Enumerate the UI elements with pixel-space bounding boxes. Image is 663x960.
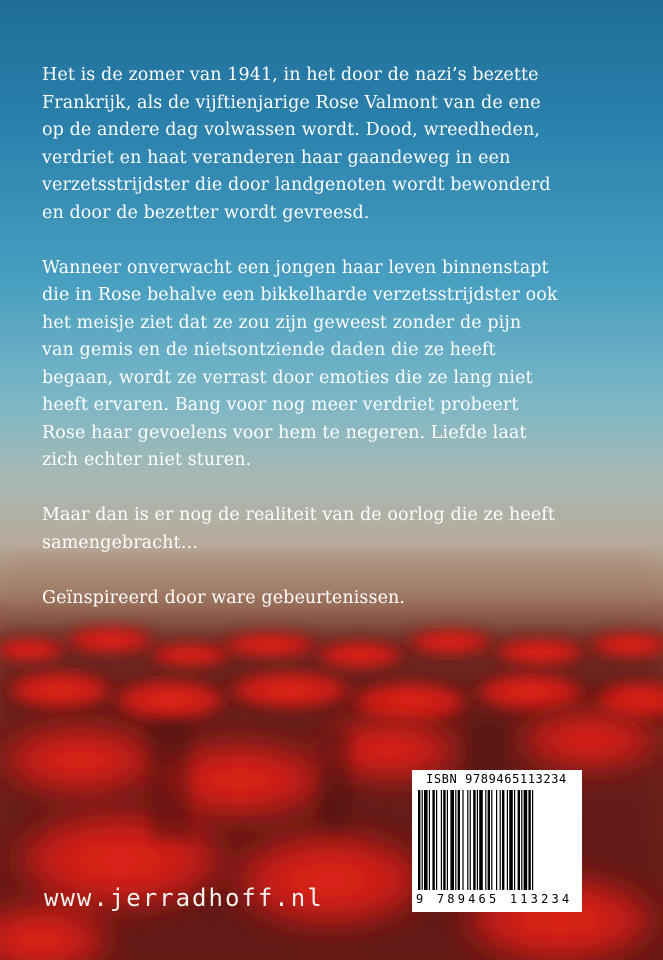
barcode-bar bbox=[521, 790, 522, 890]
barcode-bar bbox=[485, 790, 486, 890]
barcode-bar bbox=[436, 790, 437, 890]
barcode-bar bbox=[532, 790, 533, 890]
barcode-bar bbox=[514, 790, 515, 890]
barcode-bar bbox=[528, 790, 530, 890]
barcode-bar bbox=[432, 790, 434, 890]
blurb-paragraph-4: Geïnspireerd door ware gebeurtenissen. bbox=[42, 587, 406, 608]
barcode-bar bbox=[491, 790, 492, 890]
barcode-bar bbox=[462, 790, 463, 890]
barcode-bar bbox=[507, 790, 508, 890]
barcode-bar bbox=[500, 790, 501, 890]
isbn-barcode bbox=[412, 770, 582, 912]
blurb-paragraph-3: Maar dan is er nog de realiteit van de oorlog die ze heeft samengebracht… bbox=[42, 505, 555, 553]
barcode-bar bbox=[524, 790, 528, 890]
barcode-bar bbox=[477, 790, 478, 890]
blurb-text bbox=[42, 62, 642, 640]
barcode-bar bbox=[418, 790, 420, 890]
barcode-bar bbox=[450, 790, 454, 890]
barcode-bar bbox=[441, 790, 442, 890]
isbn-digits: 9 789465 113234 bbox=[416, 892, 573, 906]
barcode-bar bbox=[509, 790, 513, 890]
barcode-bar bbox=[470, 790, 471, 890]
barcode-bar bbox=[443, 790, 445, 890]
barcode-bar bbox=[424, 790, 428, 890]
barcode-bar bbox=[422, 790, 423, 890]
blurb-paragraph-1: Het is de zomer van 1941, in het door de nazi’s bezette Frankrijk, als de vijftienjarige Rose Valmont van de ene op de andere dag volwassen wordt. Dood, wreedheden, verdriet en haat veranderen haar gaandeweg in een verzetsstrijdster die door landgenoten wordt bewonderd en door de bezetter wordt gevreesd. bbox=[42, 65, 551, 223]
barcode-bar bbox=[479, 790, 483, 890]
publisher-website[interactable]: www.jerradhoff.nl bbox=[44, 884, 324, 912]
barcode-bars bbox=[418, 790, 576, 890]
barcode-bar bbox=[496, 790, 497, 890]
barcode-bar bbox=[473, 790, 475, 890]
barcode-bar bbox=[447, 790, 448, 890]
barcode-bar bbox=[467, 790, 468, 890]
barcode-bar bbox=[502, 790, 504, 890]
barcode-bar bbox=[488, 790, 490, 890]
barcode-bar bbox=[429, 790, 430, 890]
barcode-bar bbox=[458, 790, 460, 890]
isbn-label: ISBN 9789465113234 bbox=[426, 772, 567, 786]
barcode-bar bbox=[455, 790, 456, 890]
blurb-paragraph-2: Wanneer onverwacht een jongen haar leven binnenstapt die in Rose behalve een bikkelharde verzetsstrijdster ook het meisje ziet dat ze zou zijn geweest zonder de pijn van gemis en de nietsontziende daden die ze heeft begaan, wordt ze verrast door emoties die ze lang niet heeft ervaren. Bang voor nog meer verdriet probeert Rose haar gevoelens voor hem te negeren. Liefde laat zich echter niet sturen. bbox=[42, 257, 558, 470]
barcode-bar bbox=[518, 790, 520, 890]
